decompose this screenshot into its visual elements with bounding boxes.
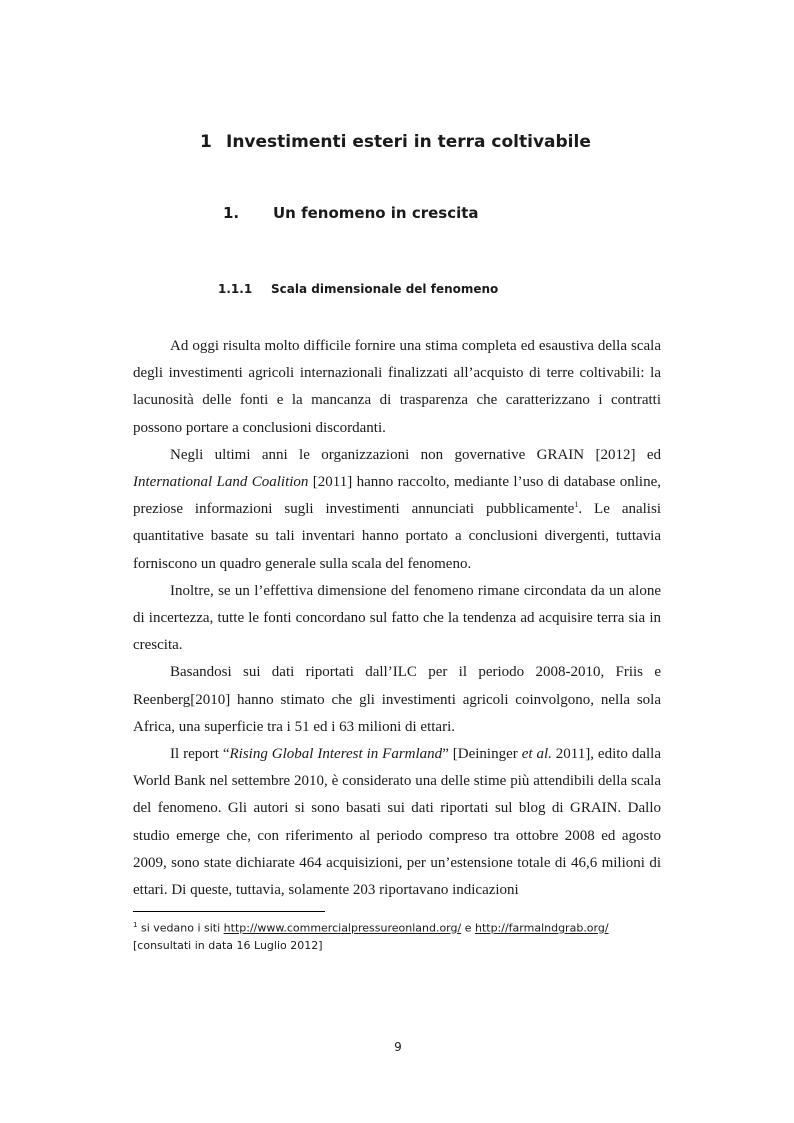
- footnote-line-2: [consultati in data 16 Luglio 2012]: [133, 938, 323, 952]
- chapter-number: 1: [200, 132, 212, 152]
- subsection-title: Scala dimensionale del fenomeno: [271, 282, 499, 296]
- subsection-number: 1.1.1: [218, 282, 253, 296]
- paragraph-1: Ad oggi risulta molto difficile fornire una stima completa ed esaustiva della scala degli investimenti agricoli internazionali finalizzati all’acquisto di terre coltivabili: la lacunosità delle fonti e la mancanza di trasparenza che caratterizzano i contratti possono portare a conclusioni discordanti.: [133, 338, 661, 436]
- footnote-line-1: [133, 917, 673, 937]
- section-title: Un fenomeno in crescita: [273, 204, 479, 222]
- paragraph-5-part-c: 2011], edito dalla World Bank nel settembre 2010, è considerato una delle stime più attendibili della scala del fenomeno. Gli autori si sono basati sui dati riportati sul blog di GRAIN. Dallo studio emerge che, con riferimento al periodo compreso tra ottobre 2008 ed agosto 2009, sono state dichiarate 464 acquisizioni, per un’estensione totale di 46,6 milioni di ettari. Di queste, tuttavia, solamente 203 riportavano indicazioni: [133, 746, 662, 899]
- footnote-text-a: si vedano i siti: [137, 921, 224, 935]
- footnote-reference[interactable]: 1: [574, 500, 579, 510]
- page-number: 9: [394, 1040, 402, 1054]
- subsection-heading: [218, 282, 498, 296]
- paragraph-2-part-c: . Le analisi quantitative basate su tali inventari hanno portato a conclusioni divergenti, tuttavia forniscono un quadro generale sulla scala del fenomeno.: [133, 501, 661, 572]
- paragraph-3: Inoltre, se un l’effettiva dimensione del fenomeno rimane circondata da un alone di incertezza, tutte le fonti concordano sul fatto che la tendenza ad acquisire terra sia in crescita.: [133, 582, 661, 654]
- paragraph-5: [133, 741, 661, 904]
- footnote-text-b: e: [461, 921, 475, 935]
- footnote-separator: [133, 911, 325, 912]
- section-number: 1.: [223, 204, 240, 222]
- footnote: [133, 917, 673, 954]
- footnote-link-commercialpressure[interactable]: http://www.commercialpressureonland.org/: [223, 921, 462, 935]
- body-text: [133, 333, 661, 904]
- paragraph-2: [133, 442, 661, 578]
- paragraph-2-part-b: [2011] hanno raccolto, mediante l’uso di database online, preziose informazioni sugli investimenti annunciati pubblicamente: [133, 474, 661, 518]
- chapter-heading: [200, 132, 591, 152]
- footnote-link-farmlandgrab[interactable]: http://farmalndgrab.org/: [474, 921, 609, 935]
- paragraph-5-part-a: Il report “: [170, 746, 230, 763]
- chapter-title: Investimenti esteri in terra coltivabile: [226, 132, 591, 152]
- paragraph-4: Basandosi sui dati riportati dall’ILC per il periodo 2008-2010, Friis e Reenberg[2010] hanno stimato che gli investimenti agricoli coinvolgono, nella sola Africa, una superficie tra i 51 ed i 63 milioni di ettari.: [133, 664, 661, 735]
- footnote-marker: 1: [133, 921, 138, 929]
- paragraph-5-italic-title: Rising Global Interest in Farmland: [229, 746, 443, 763]
- paragraph-2-italic: International Land Coalition: [133, 474, 309, 491]
- paragraph-5-et-al: et al.: [521, 746, 552, 763]
- paragraph-2-part-a: Negli ultimi anni le organizzazioni non governative GRAIN [2012] ed: [170, 446, 661, 463]
- section-heading: [223, 204, 479, 222]
- paragraph-5-part-b: ” [Deininger: [442, 746, 522, 763]
